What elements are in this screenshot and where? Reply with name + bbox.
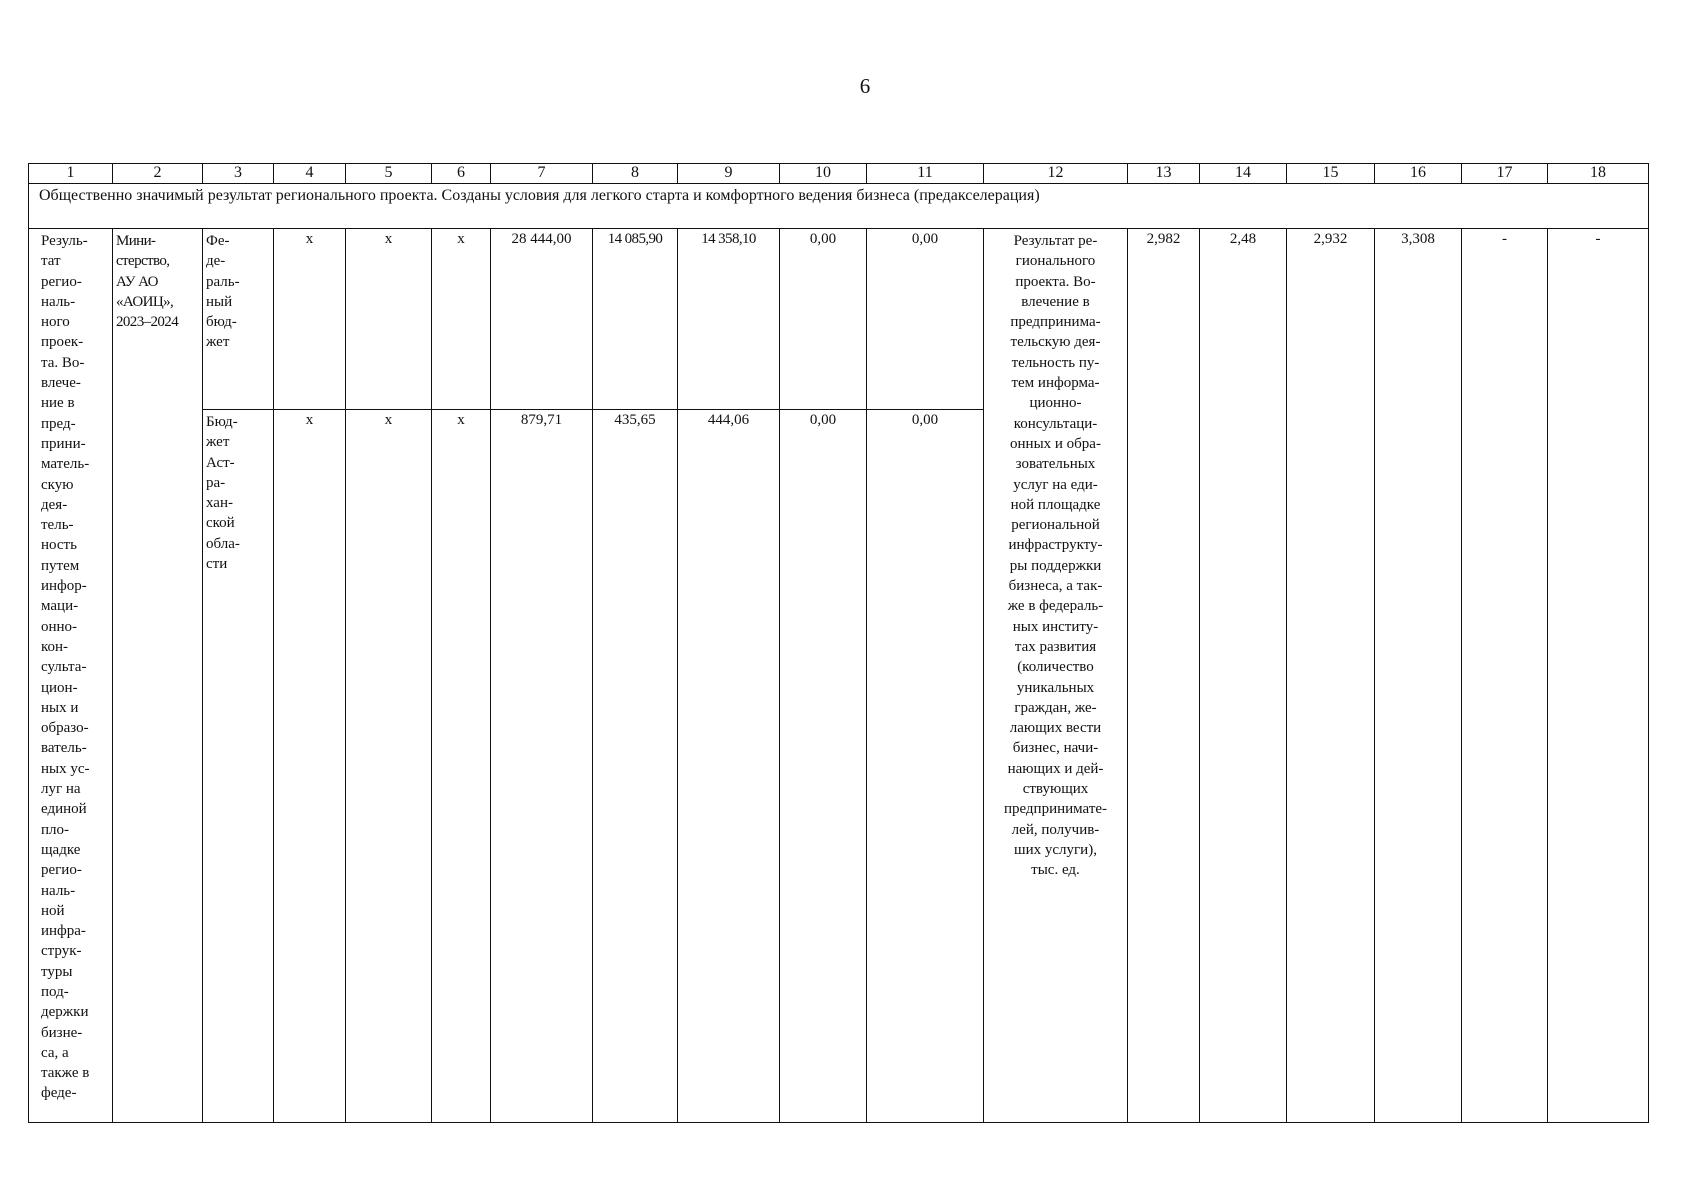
source-cell bbox=[203, 410, 274, 1123]
executor-cell bbox=[113, 229, 203, 1123]
table-row bbox=[29, 229, 1649, 410]
column-header: 18 bbox=[1548, 164, 1649, 184]
cell-col-13: 2,982 bbox=[1128, 229, 1200, 1123]
result-name-cell bbox=[29, 229, 113, 1123]
executor: Мини- стерство, АУ АО «АОИЦ», 2023–2024 bbox=[116, 233, 179, 331]
source-name: Фе- де- раль- ный бюд- жет bbox=[206, 233, 240, 351]
column-header: 16 bbox=[1375, 164, 1462, 184]
column-header: 6 bbox=[432, 164, 491, 184]
column-header: 11 bbox=[867, 164, 984, 184]
column-header: 8 bbox=[593, 164, 678, 184]
column-header: 4 bbox=[274, 164, 346, 184]
cell-col-11: 0,00 bbox=[867, 410, 984, 1123]
column-number-row bbox=[29, 164, 1649, 184]
cell-col-9: 14 358,10 bbox=[678, 229, 780, 410]
section-title: Общественно значимый результат регионального проекта. Созданы условия для легкого старта и комфортного ведения бизнеса (предакселерация) bbox=[29, 184, 1649, 229]
cell-col-8: 14 085,90 bbox=[593, 229, 678, 410]
column-header: 2 bbox=[113, 164, 203, 184]
column-header: 9 bbox=[678, 164, 780, 184]
column-header: 17 bbox=[1462, 164, 1548, 184]
section-row bbox=[29, 184, 1649, 229]
page-number: 6 bbox=[859, 74, 871, 98]
cell-col-10: 0,00 bbox=[780, 229, 867, 410]
cell-col-6: х bbox=[432, 410, 491, 1123]
cell-col-7: 879,71 bbox=[491, 410, 593, 1123]
column-header: 13 bbox=[1128, 164, 1200, 184]
cell-col-4: х bbox=[274, 410, 346, 1123]
cell-col-5: х bbox=[346, 229, 432, 410]
source-cell bbox=[203, 229, 274, 410]
cell-col-10: 0,00 bbox=[780, 410, 867, 1123]
column-header: 15 bbox=[1287, 164, 1375, 184]
cell-col-11: 0,00 bbox=[867, 229, 984, 410]
cell-col-9: 444,06 bbox=[678, 410, 780, 1123]
cell-col-4: х bbox=[274, 229, 346, 410]
cell-col-18: - bbox=[1548, 229, 1649, 1123]
column-header: 14 bbox=[1200, 164, 1287, 184]
indicator-name: Результат ре- гионального проекта. Во- влечение в предпринима- тельскую дея- тельность пу- тем информа- ционно- консультаци- онных и обра- зовательных услуг на еди- ной площадке региональной инфраструкту- ры поддержки бизнеса, а так- же в федераль- ных институ- тах развития (количество уникальных граждан, же- лающих вести бизнес, начи- нающих и дей- ствующих предпринимате- лей, получив- ших услуги), тыс. ед. bbox=[1003, 233, 1108, 879]
cell-col-5: х bbox=[346, 410, 432, 1123]
column-header: 5 bbox=[346, 164, 432, 184]
cell-col-16: 3,308 bbox=[1375, 229, 1462, 1123]
source-name: Бюд- жет Аст- ра- хан- ской обла- сти bbox=[206, 414, 240, 573]
cell-col-15: 2,932 bbox=[1287, 229, 1375, 1123]
cell-col-6: х bbox=[432, 229, 491, 410]
column-header: 1 bbox=[29, 164, 113, 184]
indicator-cell bbox=[984, 229, 1128, 1123]
funding-table bbox=[28, 163, 1649, 1123]
cell-col-7: 28 444,00 bbox=[491, 229, 593, 410]
cell-col-17: - bbox=[1462, 229, 1548, 1123]
column-header: 10 bbox=[780, 164, 867, 184]
column-header: 7 bbox=[491, 164, 593, 184]
column-header: 12 bbox=[984, 164, 1128, 184]
cell-col-14: 2,48 bbox=[1200, 229, 1287, 1123]
cell-col-8: 435,65 bbox=[593, 410, 678, 1123]
result-name: Резуль- тат регио- наль- ного проек- та. Во- влече- ние в пред- прини- матель- скую дея- тель- ность путем инфор- маци- онно- кон- сульта- цион- ных и образо- ватель- ных ус- луг на единой пло- щадке регио- наль- ной инфра- струк- туры под- держки бизне- са, а также в феде- bbox=[41, 233, 90, 1102]
column-header: 3 bbox=[203, 164, 274, 184]
